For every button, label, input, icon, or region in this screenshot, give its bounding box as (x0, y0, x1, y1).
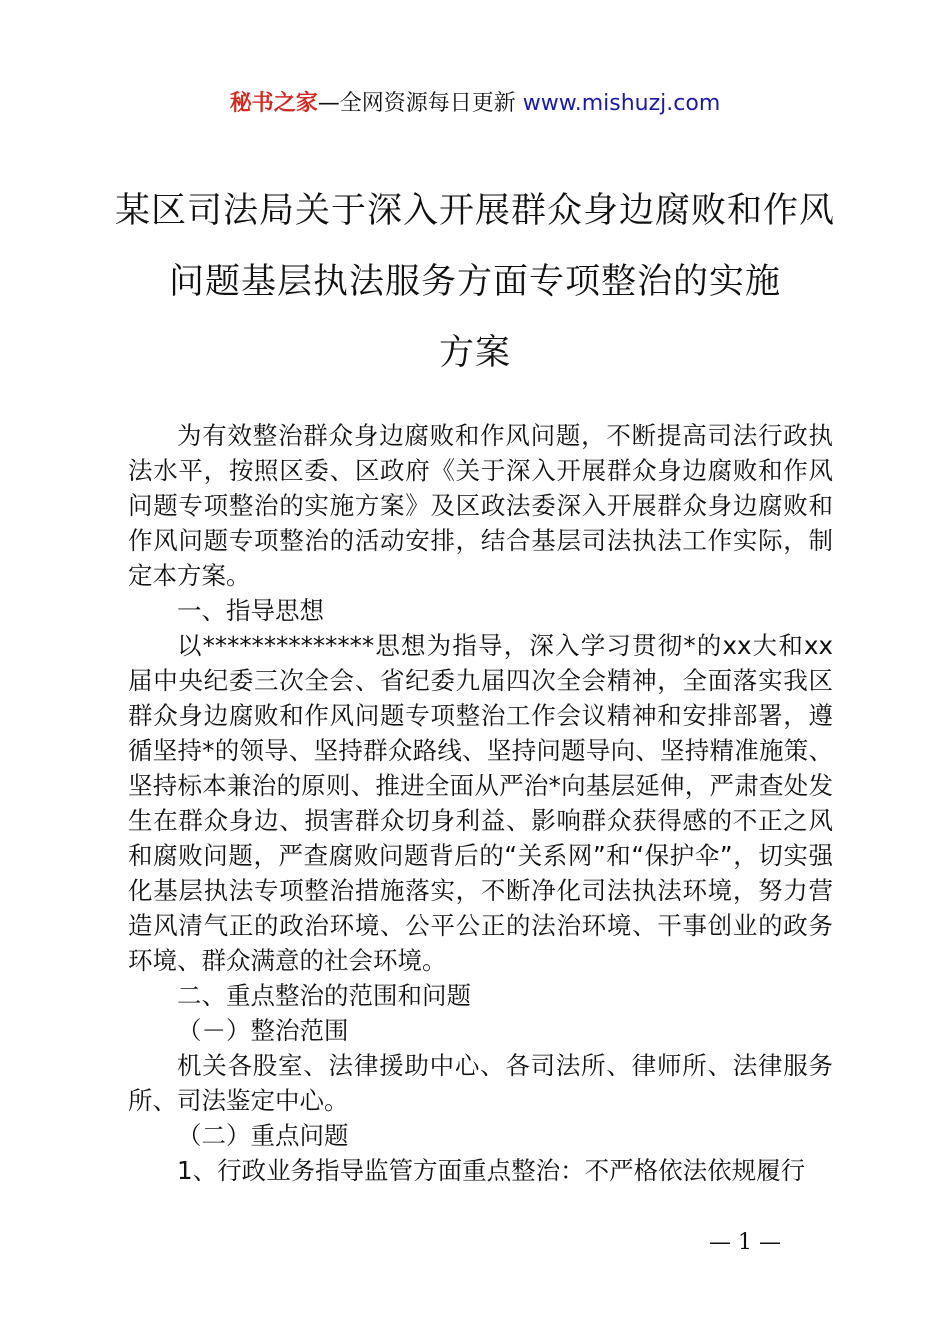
document-title (100, 176, 850, 389)
scope-paragraph: 机关各股室、法律援助中心、各司法所、律师所、法律服务所、司法鉴定中心。 (128, 1051, 833, 1115)
subheading-key-problems: （二）重点问题 (177, 1121, 349, 1150)
section-heading-scope-and-problems: 二、重点整治的范围和问题 (177, 981, 471, 1010)
subheading-scope: （－）整治范围 (177, 1016, 349, 1045)
title-line-3: 方案 (438, 333, 511, 373)
section-heading-guiding-thought: 一、指导思想 (177, 596, 324, 625)
key-problem-item-1: 1、行政业务指导监管方面重点整治：不严格依法依规履行 (177, 1156, 806, 1185)
intro-paragraph: 为有效整治群众身边腐败和作风问题，不断提高司法行政执法水平，按照区委、区政府《关于深入开展群众身边腐败和作风问题专项整治的实施方案》及区政法委深入开展群众身边腐败和作风问题专项整治的活动安排，结合基层司法执法工作实际，制定本方案。 (128, 421, 833, 590)
guiding-thought-paragraph: 以**************思想为指导，深入学习贯彻*的xx大和xx届中央纪委三次全会、省纪委九届四次全会精神，全面落实我区群众身边腐败和作风问题专项整治工作会议精神和安排部署，遵循坚持*的领导、坚持群众路线、坚持问题导向、坚持精准施策、坚持标本兼治的原则、推进全面从严治*向基层延伸，严肃查处发生在群众身边、损害群众切身利益、影响群众获得感的不正之风和腐败问题，严查腐败问题背后的“关系网”和“保护伞”，切实强化基层执法专项整治措施落实，不断净化司法执法环境，努力营造风清气正的政治环境、公平公正的法治环境、干事创业的政务环境、群众满意的社会环境。 (128, 631, 833, 975)
title-line-1: 某区司法局关于深入开展群众身边腐败和作风 (114, 191, 835, 231)
site-tagline: —全网资源每日更新 (317, 91, 523, 116)
site-url-link[interactable]: www.mishuzj.com (522, 91, 721, 116)
title-line-2: 问题基层执法服务方面专项整治的实施 (168, 262, 781, 302)
document-body (128, 418, 833, 1188)
site-header (0, 86, 950, 122)
site-brand: 秘书之家 (229, 91, 318, 116)
page-number: — 1 — (709, 1230, 781, 1255)
